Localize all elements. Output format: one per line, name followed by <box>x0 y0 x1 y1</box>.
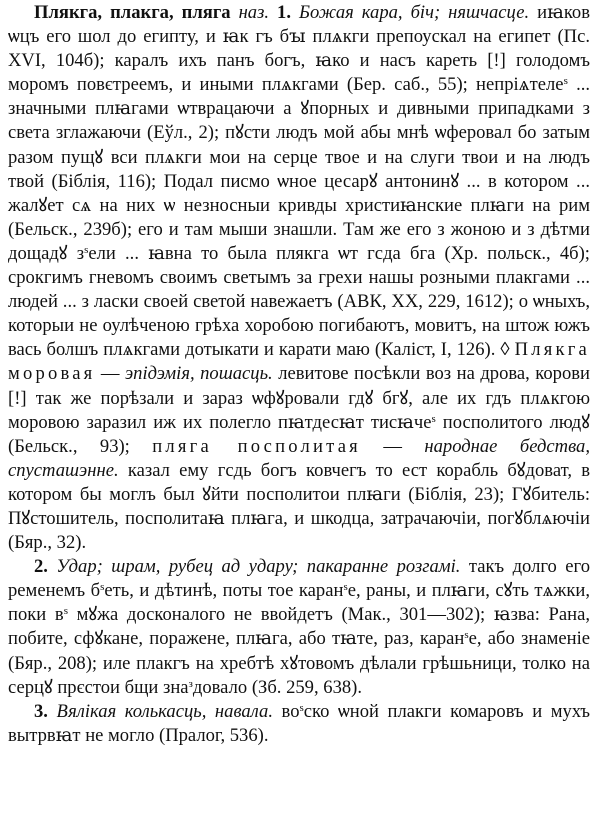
entry-sense-3 <box>8 700 590 748</box>
italic-run: наз. <box>238 2 270 23</box>
superscript-run: s <box>563 75 568 88</box>
text-run <box>231 2 239 23</box>
text-run: такъ долго его ременемъ б <box>8 556 590 602</box>
text-run: иꙗков ѡцъ его шол до египту, и ꙗк гъ бꙑ плѧкги препоускал на египет (Пс. XVI, 104б); каралъ ихъ панъ богъ, ꙗко и насъ кареть [!] голодомъ моромъ повєтреемъ, и иными плѧкгами (Бер. саб., 55); непріѧтеле <box>8 2 590 96</box>
superscript-run: s <box>343 581 348 594</box>
bold-run: Плякга, плакга, пляга <box>34 2 231 23</box>
entry-sense-1 <box>8 1 590 555</box>
text-run: казал ему гсдь богъ ковчегъ то ест корабль бꙋдоват, в котором бы моглъ был ꙋйти посполитои плꙗги (Біблія, 23); Гꙋбитель: Пꙋстошитель, посполитаꙗ плꙗга, и шкодца, затрачаючіи, погꙋблѧючіи (Бяр., 32). <box>8 459 590 554</box>
italic-run: народнае бедства, спусташэнне. <box>8 435 590 481</box>
superscript-run: з <box>188 677 193 690</box>
text-run <box>269 2 277 23</box>
entry-sense-2 <box>8 555 590 700</box>
italic-run: Вялікая колькасць, навала. <box>56 700 273 722</box>
text-run: ели ... ꙗвна то была плякга ѡт гсда бга (Хр. польск., 4б); срокгимъ гневомъ своимъ светымъ за грехи нашы розными плакгами ... людей ... з ласки своей светой навежаетъ (АВК, XX, 229, 1612); о ѡныхъ, которыи не оулѣченою грѣха хоробою погибаютъ, мовитъ, на штож южъ вась болшъ плѧкгами дотыкати и карати маю (Каліст, І, 126). ◊ <box>8 242 590 361</box>
superscript-run: s <box>431 412 436 425</box>
superscript-run: s <box>63 605 68 618</box>
text-run: — <box>360 435 425 457</box>
superscript-run: s <box>299 701 304 714</box>
text-run: еть, и дѣтинѣ, поты тое каран <box>104 580 344 602</box>
text-run: левитове посѣкли воз на дрова, корови [!] так же порѣзали и зараз ѡфꙋровали гдꙋ бгꙋ, але их гдъ плѧкгою моровою заразил иж их полегло пꙗтдесꙗт тисꙗче <box>8 363 591 433</box>
text-run <box>48 701 57 722</box>
italic-run: Удар; шрам, рубец ад удару; пакаранне розгамі. <box>56 556 461 578</box>
superscript-run: s <box>84 243 89 256</box>
text-run: ско ѡной плакги комаровъ и мухъ вытрвꙗт не могло (Пралог, 536). <box>8 700 590 746</box>
bold-run: 1. <box>277 2 291 23</box>
text-run: е, або знаменіе (Бяр., 208); иле плакгъ на хребтѣ хꙋтовомъ дѣлали грѣшьници, толко на серцꙋ прєстои бщи зна <box>8 628 590 698</box>
superscript-run: s <box>464 629 469 642</box>
bold-run: 3. <box>34 700 48 722</box>
italic-run: Божая кара, біч; няшчасце. <box>299 2 530 23</box>
text-run: ... значными плꙗгами ѡтврацаючи а ꙋпорных и дивными припадками з света зглажаючи (Еўл., 2); пꙋсти людъ мой абы мнѣ ѡферовал бо затым разом пущꙋ вси плѧкги мои на серце твое и на слуги твои и на людъ твой (Біблія, 116); Подал писмо ѡное цесарꙋ антонинꙋ ... в котором ... жалꙋет сѧ на них ѡ незносныи кривды христиꙗнские плꙗги на рим (Бельск., 239б); его и там мыши знашли. Там же его з жоною и з дѣтми дощадꙋ з <box>8 74 591 264</box>
italic-run: эпідэмія, пошасць. <box>124 363 273 385</box>
text-run: е, раны, и плꙗги, сꙋть тѧжки, поки в <box>8 580 591 626</box>
text-run <box>291 2 299 23</box>
text-run: довало (Зб. 259, 638). <box>192 676 363 698</box>
spaced-run: Плякга моровая <box>8 339 590 385</box>
bold-run: 2. <box>34 556 48 578</box>
text-run: — <box>95 363 125 385</box>
spaced-run: пляга посполитая <box>152 435 361 457</box>
text-run: во <box>272 700 300 722</box>
text-run: мꙋжа досконалого не ввойдетъ (Мак., 301—302); ꙗзва: Рана, побите, сфꙋкане, поражене, плꙗга, або тꙗте, раз, каран <box>8 604 590 650</box>
superscript-run: s <box>100 581 105 594</box>
text-run: посполитого людꙋ (Бельск., 93); <box>8 411 590 457</box>
